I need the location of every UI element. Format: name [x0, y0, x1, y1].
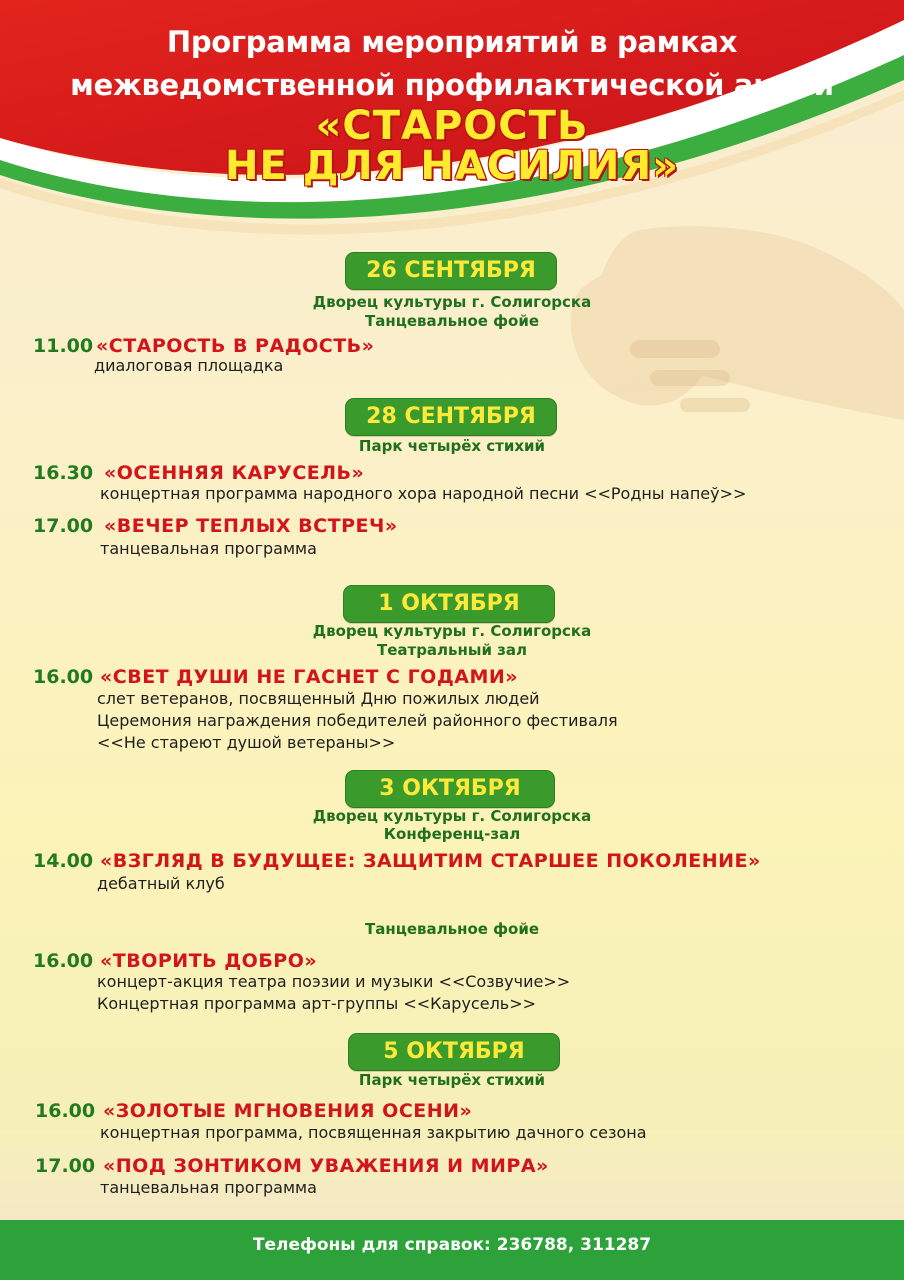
header-title-line-1: Программа мероприятий в рамках — [166, 25, 738, 59]
hands-illustration — [520, 220, 904, 450]
event-time: 16.00 — [35, 1100, 96, 1122]
event-title: «СВЕТ ДУШИ НЕ ГАСНЕТ С ГОДАМИ» — [100, 666, 519, 688]
header-banner — [0, 0, 904, 240]
event-description: дебатный клуб — [97, 874, 225, 893]
event-title: «ВЗГЛЯД В БУДУЩЕЕ: ЗАЩИТИМ СТАРШЕЕ ПОКОЛЕНИЕ» — [100, 850, 761, 872]
event-title: «ТВОРИТЬ ДОБРО» — [100, 950, 318, 972]
event-description: концертная программа, посвященная закрытию дачного сезона — [100, 1123, 647, 1142]
date-badge-day-1: 26 СЕНТЯБРЯ — [345, 252, 557, 290]
event-description: концерт-акция театра поэзии и музыки <<Созвучие>> — [97, 972, 571, 991]
venue-day-4-line-1: Дворец культуры г. Солигорска — [312, 807, 592, 825]
slogan-line-1: «СТАРОСТЬ — [315, 103, 589, 149]
slogan-line-2: НЕ ДЛЯ НАСИЛИЯ» — [225, 143, 679, 189]
footer-phones: Телефоны для справок: 236788, 311287 — [252, 1235, 652, 1255]
event-title: «ВЕЧЕР ТЕПЛЫХ ВСТРЕЧ» — [104, 515, 398, 537]
event-description: концертная программа народного хора народной песни <<Родны напеў>> — [100, 484, 747, 503]
event-description: Концертная программа арт-группы <<Карусель>> — [97, 994, 537, 1013]
date-badge-day-2: 28 СЕНТЯБРЯ — [345, 398, 557, 436]
date-badge-day-5: 5 ОКТЯБРЯ — [348, 1033, 560, 1071]
event-time: 11.00 — [33, 335, 94, 357]
event-description: <<Не стареют душой ветераны>> — [97, 733, 396, 752]
footer-bar — [0, 1220, 904, 1280]
date-badge-day-4: 3 ОКТЯБРЯ — [345, 770, 555, 808]
event-time: 17.00 — [33, 515, 94, 537]
venue-day-5-line-1: Парк четырёх стихий — [358, 1071, 546, 1089]
event-time: 14.00 — [33, 850, 94, 872]
event-title: «ОСЕННЯЯ КАРУСЕЛЬ» — [104, 462, 365, 484]
event-title: «ЗОЛОТЫЕ МГНОВЕНИЯ ОСЕНИ» — [103, 1100, 473, 1122]
venue-day-3-line-2: Театральный зал — [376, 641, 528, 659]
venue-day-3-line-1: Дворец культуры г. Солигорска — [312, 622, 592, 640]
event-title: «СТАРОСТЬ В РАДОСТЬ» — [96, 335, 375, 357]
event-description: слет ветеранов, посвященный Дню пожилых людей — [97, 689, 540, 708]
event-title: «ПОД ЗОНТИКОМ УВАЖЕНИЯ И МИРА» — [103, 1155, 549, 1177]
event-description: танцевальная программа — [100, 1178, 317, 1197]
venue-day-2-line-1: Парк четырёх стихий — [358, 437, 546, 455]
event-time: 16.30 — [33, 462, 94, 484]
venue-day-1-line-2: Танцевальное фойе — [364, 312, 540, 330]
venue-day-4-line-3: Танцевальное фойе — [364, 920, 540, 938]
event-description: диалоговая площадка — [94, 356, 284, 375]
date-badge-day-3: 1 ОКТЯБРЯ — [343, 585, 555, 623]
event-time: 17.00 — [35, 1155, 96, 1177]
event-time: 16.00 — [33, 666, 94, 688]
venue-day-1-line-1: Дворец культуры г. Солигорска — [312, 293, 592, 311]
header-title-line-2: межведомственной профилактической акции — [70, 68, 834, 102]
event-time: 16.00 — [33, 950, 94, 972]
event-description: Церемония награждения победителей районного фестиваля — [97, 711, 618, 730]
event-description: танцевальная программа — [100, 539, 317, 558]
venue-day-4-line-2: Конференц-зал — [383, 825, 521, 843]
